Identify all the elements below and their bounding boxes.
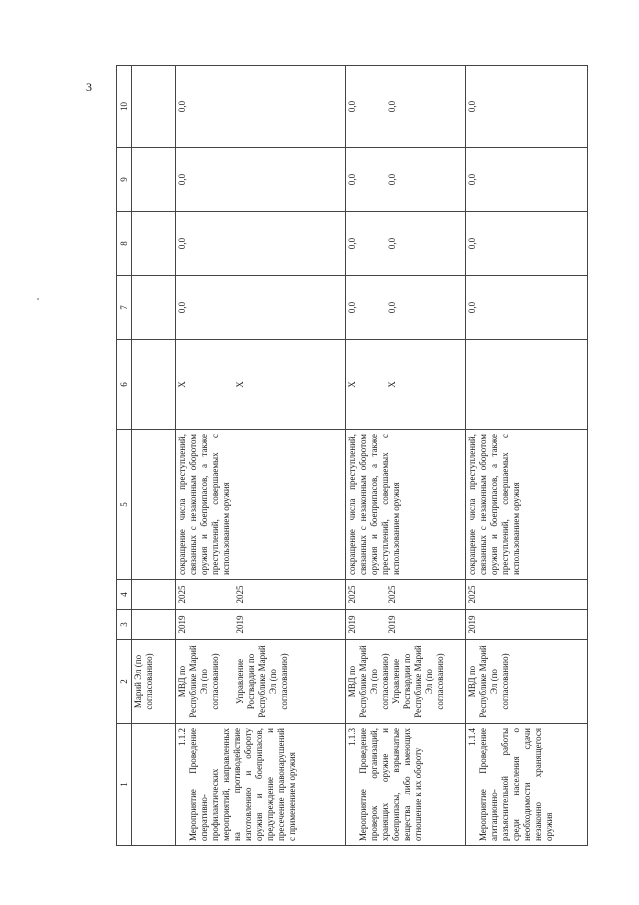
value-1: 0,0	[347, 237, 357, 250]
cell-start: 2019	[466, 610, 588, 640]
end-year-2: 2025	[235, 585, 245, 604]
measure-code: 1.1.3	[347, 728, 357, 746]
cell-v7	[132, 276, 176, 340]
page-number: 3	[86, 80, 92, 94]
cell-measure	[346, 724, 466, 846]
header-col-1: 1	[117, 724, 132, 846]
table-row	[132, 66, 176, 846]
value-2: 0,0	[387, 237, 397, 250]
header-col-10: 10	[117, 66, 132, 148]
cell-measure	[176, 724, 346, 846]
value-1: 0,0	[347, 100, 357, 113]
indicator-2: Х	[235, 381, 245, 388]
cell-v10: 0,0	[176, 66, 346, 148]
rotated-table-wrapper	[116, 66, 586, 846]
cell-indicator	[132, 340, 176, 430]
cell-indicator	[176, 340, 346, 430]
header-col-4: 4	[117, 580, 132, 610]
executor-1: МВД по Республике Марий Эл (по согласованию)	[177, 645, 220, 718]
indicator-2: Х	[387, 381, 397, 388]
header-col-6: 6	[117, 340, 132, 430]
table-row	[176, 66, 346, 846]
cell-end	[346, 580, 466, 610]
cell-measure	[466, 724, 588, 846]
indicator-1: Х	[177, 381, 187, 388]
end-year-1: 2025	[177, 585, 187, 604]
cell-v10	[346, 66, 466, 148]
cell-v9	[346, 148, 466, 212]
cell-start	[132, 610, 176, 640]
cell-start	[346, 610, 466, 640]
start-year-2: 2019	[387, 615, 397, 634]
executor-1: МВД по Республике Марий Эл (по согласованию)	[347, 645, 390, 718]
cell-v10	[132, 66, 176, 148]
cell-result: сокращение числа преступлений, связанных с незаконным оборотом оружия и боеприпасов, а также преступлений, совершаемых с использованием оружия	[346, 430, 466, 580]
cell-result: сокращение числа преступлений, связанных с незаконным оборотом оружия и боеприпасов, а также преступлений, совершаемых с использованием оружия	[466, 430, 588, 580]
start-year-1: 2019	[177, 615, 187, 634]
cell-v8: 0,0	[176, 212, 346, 276]
cell-v9	[132, 148, 176, 212]
start-year-2: 2019	[235, 615, 245, 634]
executor-2: Управление Росгвардии по Республике Марий Эл (по согласованию)	[390, 645, 445, 718]
end-year-2: 2025	[387, 585, 397, 604]
indicator-1: Х	[347, 381, 357, 388]
program-table	[116, 65, 588, 846]
measure-code: 1.1.2	[177, 728, 187, 746]
cell-v9: 0,0	[176, 148, 346, 212]
value-2: 0,0	[387, 301, 397, 314]
header-col-5: 5	[117, 430, 132, 580]
cell-result: сокращение числа преступлений, связанных с незаконным оборотом оружия и боеприпасов, а также преступлений, совершаемых с использованием оружия	[176, 430, 346, 580]
value-1: 0,0	[347, 173, 357, 186]
cell-measure	[132, 724, 176, 846]
measure-text: Мероприятие Проведение оперативно-профилактических мероприятий, направленных на противодействие изготовлению и обороту оружия и боеприпасов, предупреждение и пресечение правонарушений с применением оружия	[187, 728, 297, 841]
measure-text: Мероприятие Проведение агитационно-разъяснительной работы среди населения о необходимости сдачи незаконно хранящегося оружия	[477, 728, 554, 841]
value-2: 0,0	[387, 100, 397, 113]
header-col-9: 9	[117, 148, 132, 212]
header-col-2: 2	[117, 640, 132, 724]
cell-end: 2025	[466, 580, 588, 610]
cell-result	[132, 430, 176, 580]
cell-v8: 0,0	[466, 212, 588, 276]
cell-v9: 0,0	[466, 148, 588, 212]
cell-v7: 0,0	[176, 276, 346, 340]
table-row	[346, 66, 466, 846]
header-col-8: 8	[117, 212, 132, 276]
end-year-1: 2025	[347, 585, 357, 604]
cell-indicator	[346, 340, 466, 430]
cell-executor: МВД по Республике Марий Эл (по согласованию)	[466, 640, 588, 724]
cell-v7: 0,0	[466, 276, 588, 340]
executor-2: Управление Росгвардии по Республике Марий Эл (по согласованию)	[235, 645, 289, 718]
cell-start	[176, 610, 346, 640]
cell-end	[132, 580, 176, 610]
value-1: 0,0	[347, 301, 357, 314]
header-col-7: 7	[117, 276, 132, 340]
value-2: 0,0	[387, 173, 397, 186]
cell-v7	[346, 276, 466, 340]
cell-executor: Марий Эл (по согласованию)	[132, 640, 176, 724]
table-row	[466, 66, 588, 846]
cell-v10: 0,0	[466, 66, 588, 148]
cell-indicator	[466, 340, 588, 430]
scan-speck	[37, 298, 39, 300]
measure-code: 1.1.4	[467, 728, 477, 746]
header-row	[117, 66, 132, 846]
header-col-3: 3	[117, 610, 132, 640]
cell-v8	[346, 212, 466, 276]
start-year-1: 2019	[347, 615, 357, 634]
measure-text: Мероприятие Проведение проверок организаций, хранящих оружие и боеприпасы, взрывчатые вещества либо имеющих отношение к их обороту	[357, 728, 423, 841]
cell-executor	[346, 640, 466, 724]
cell-end	[176, 580, 346, 610]
cell-executor	[176, 640, 346, 724]
cell-v8	[132, 212, 176, 276]
